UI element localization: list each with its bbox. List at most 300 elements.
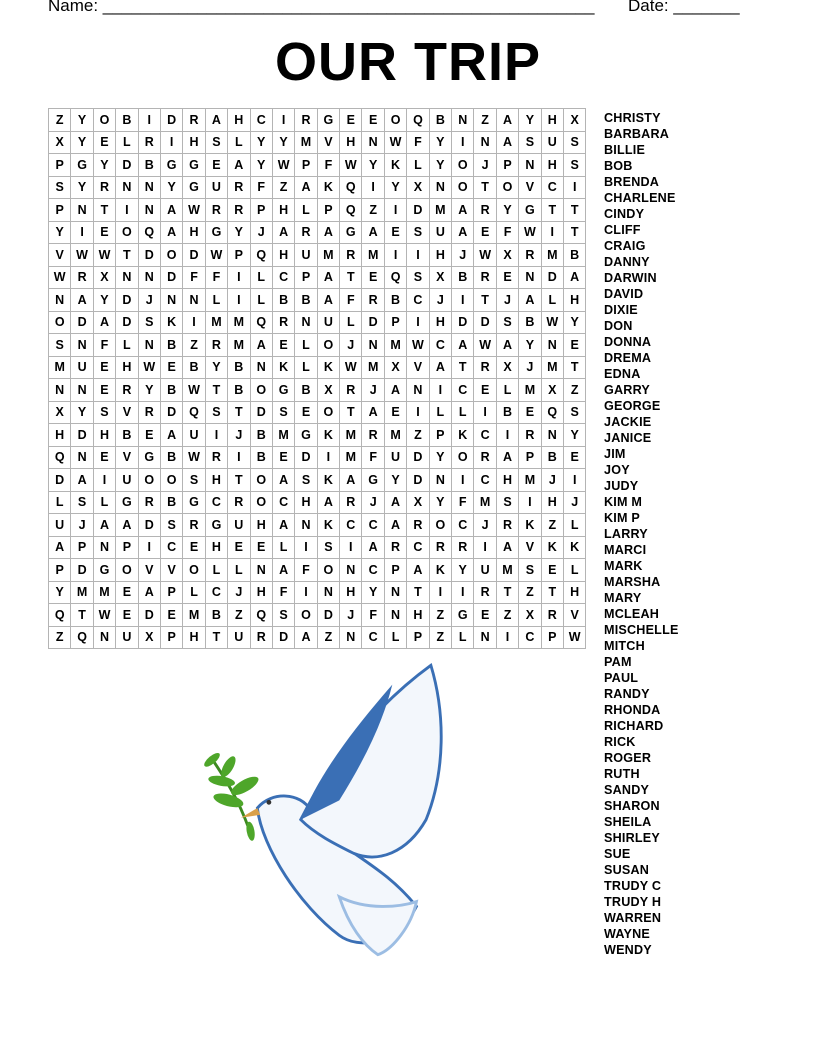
grid-cell: V: [116, 446, 138, 469]
grid-cell: I: [452, 289, 474, 312]
grid-cell: U: [116, 469, 138, 492]
word-list-item: DANNY: [604, 255, 650, 269]
grid-cell: T: [340, 401, 362, 424]
grid-cell: P: [160, 626, 182, 649]
grid-cell: V: [116, 401, 138, 424]
word-list-item: BARBARA: [604, 127, 670, 141]
grid-cell: B: [496, 401, 518, 424]
grid-cell: R: [205, 446, 227, 469]
grid-cell: B: [250, 446, 272, 469]
grid-cell: M: [228, 311, 250, 334]
grid-cell: T: [228, 401, 250, 424]
grid-cell: L: [49, 491, 71, 514]
grid-cell: C: [362, 559, 384, 582]
grid-cell: N: [71, 334, 93, 357]
grid-cell: A: [71, 469, 93, 492]
grid-cell: X: [519, 604, 541, 627]
grid-row: [49, 401, 586, 424]
grid-cell: A: [452, 221, 474, 244]
grid-cell: D: [160, 109, 182, 132]
grid-cell: N: [160, 289, 182, 312]
grid-cell: M: [49, 356, 71, 379]
grid-cell: F: [205, 266, 227, 289]
grid-cell: B: [160, 491, 182, 514]
grid-cell: T: [541, 581, 563, 604]
grid-cell: G: [71, 154, 93, 177]
grid-cell: M: [340, 424, 362, 447]
grid-cell: Q: [541, 401, 563, 424]
grid-cell: Y: [49, 581, 71, 604]
word-list-item: SHIRLEY: [604, 831, 660, 845]
grid-cell: B: [183, 356, 205, 379]
grid-cell: N: [384, 604, 406, 627]
grid-cell: M: [183, 604, 205, 627]
grid-cell: W: [407, 334, 429, 357]
grid-cell: Q: [384, 266, 406, 289]
grid-cell: L: [93, 491, 115, 514]
grid-cell: I: [295, 536, 317, 559]
grid-cell: P: [541, 626, 563, 649]
page-title: OUR TRIP: [274, 32, 541, 92]
grid-cell: D: [407, 469, 429, 492]
grid-cell: W: [541, 311, 563, 334]
grid-cell: B: [541, 446, 563, 469]
grid-cell: Z: [474, 109, 496, 132]
grid-cell: R: [272, 311, 294, 334]
grid-cell: N: [116, 266, 138, 289]
grid-cell: U: [116, 626, 138, 649]
grid-cell: S: [563, 401, 585, 424]
grid-cell: G: [116, 491, 138, 514]
grid-cell: R: [228, 176, 250, 199]
grid-cell: P: [407, 626, 429, 649]
grid-cell: C: [272, 491, 294, 514]
grid-cell: A: [384, 514, 406, 537]
word-list-item: WARREN: [604, 911, 662, 925]
grid-cell: I: [429, 379, 451, 402]
grid-cell: Y: [384, 469, 406, 492]
grid-cell: S: [49, 334, 71, 357]
grid-cell: M: [93, 581, 115, 604]
grid-cell: E: [183, 536, 205, 559]
grid-cell: L: [563, 559, 585, 582]
grid-cell: E: [563, 334, 585, 357]
grid-cell: W: [340, 356, 362, 379]
grid-cell: I: [407, 401, 429, 424]
grid-cell: J: [362, 491, 384, 514]
grid-cell: E: [496, 266, 518, 289]
grid-cell: B: [295, 379, 317, 402]
grid-cell: I: [496, 424, 518, 447]
grid-cell: M: [340, 446, 362, 469]
olive-branch-icon: [202, 751, 261, 842]
grid-cell: B: [160, 446, 182, 469]
grid-cell: K: [317, 356, 339, 379]
grid-cell: Z: [183, 334, 205, 357]
grid-cell: I: [407, 244, 429, 267]
grid-cell: H: [496, 469, 518, 492]
word-list-item: JIM: [604, 447, 626, 461]
grid-cell: H: [541, 109, 563, 132]
grid-cell: P: [116, 536, 138, 559]
grid-cell: A: [71, 289, 93, 312]
grid-cell: E: [474, 604, 496, 627]
grid-cell: W: [272, 154, 294, 177]
grid-cell: C: [541, 176, 563, 199]
grid-cell: X: [138, 626, 160, 649]
grid-cell: D: [138, 514, 160, 537]
grid-cell: H: [563, 581, 585, 604]
grid-cell: U: [474, 559, 496, 582]
grid-cell: M: [228, 334, 250, 357]
grid-cell: Y: [519, 109, 541, 132]
word-list-item: BOB: [604, 159, 633, 173]
grid-cell: M: [317, 244, 339, 267]
grid-cell: W: [519, 221, 541, 244]
grid-cell: O: [452, 446, 474, 469]
grid-cell: I: [71, 221, 93, 244]
grid-cell: Y: [71, 176, 93, 199]
grid-cell: J: [362, 379, 384, 402]
grid-cell: J: [563, 491, 585, 514]
word-list-item: SUE: [604, 847, 631, 861]
grid-cell: E: [519, 401, 541, 424]
grid-cell: Q: [407, 109, 429, 132]
grid-cell: T: [474, 289, 496, 312]
grid-cell: A: [496, 446, 518, 469]
grid-cell: T: [541, 199, 563, 222]
grid-cell: O: [93, 109, 115, 132]
grid-cell: X: [496, 356, 518, 379]
grid-cell: E: [362, 109, 384, 132]
grid-cell: R: [93, 176, 115, 199]
grid-cell: R: [183, 514, 205, 537]
grid-cell: S: [317, 536, 339, 559]
grid-cell: Y: [250, 154, 272, 177]
grid-cell: B: [563, 244, 585, 267]
grid-cell: Q: [340, 176, 362, 199]
grid-cell: J: [250, 221, 272, 244]
grid-cell: Y: [71, 131, 93, 154]
grid-cell: C: [407, 536, 429, 559]
grid-cell: B: [228, 356, 250, 379]
grid-cell: N: [519, 154, 541, 177]
grid-cell: P: [295, 266, 317, 289]
grid-cell: E: [93, 356, 115, 379]
grid-cell: I: [563, 469, 585, 492]
grid-cell: F: [317, 154, 339, 177]
grid-cell: L: [295, 356, 317, 379]
grid-cell: V: [49, 244, 71, 267]
word-list-item: JUDY: [604, 479, 639, 493]
grid-row: [49, 446, 586, 469]
word-list: [604, 110, 679, 958]
grid-cell: N: [250, 559, 272, 582]
grid-row: [49, 109, 586, 132]
grid-cell: R: [474, 199, 496, 222]
grid-cell: D: [295, 446, 317, 469]
word-list-item: MARK: [604, 559, 643, 573]
grid-cell: R: [340, 244, 362, 267]
grid-cell: W: [474, 244, 496, 267]
grid-cell: E: [160, 604, 182, 627]
grid-cell: D: [452, 311, 474, 334]
grid-cell: S: [205, 131, 227, 154]
grid-cell: Y: [429, 491, 451, 514]
grid-cell: H: [250, 514, 272, 537]
grid-cell: C: [474, 424, 496, 447]
grid-cell: N: [474, 131, 496, 154]
word-list-item: BILLIE: [604, 143, 646, 157]
grid-cell: R: [295, 109, 317, 132]
grid-cell: Y: [250, 131, 272, 154]
grid-cell: G: [183, 154, 205, 177]
grid-cell: N: [183, 289, 205, 312]
grid-cell: I: [452, 469, 474, 492]
grid-cell: M: [295, 131, 317, 154]
grid-row: [49, 559, 586, 582]
grid-row: [49, 356, 586, 379]
grid-cell: N: [362, 334, 384, 357]
grid-cell: K: [452, 424, 474, 447]
grid-cell: N: [71, 379, 93, 402]
grid-cell: R: [474, 581, 496, 604]
grid-cell: P: [384, 311, 406, 334]
grid-cell: W: [563, 626, 585, 649]
grid-cell: B: [519, 311, 541, 334]
grid-cell: I: [474, 401, 496, 424]
grid-cell: D: [407, 446, 429, 469]
grid-cell: Z: [407, 424, 429, 447]
grid-cell: N: [429, 469, 451, 492]
grid-cell: R: [362, 424, 384, 447]
grid-cell: E: [272, 446, 294, 469]
grid-cell: S: [138, 311, 160, 334]
grid-cell: L: [496, 379, 518, 402]
grid-cell: Y: [496, 199, 518, 222]
grid-cell: I: [116, 199, 138, 222]
grid-cell: U: [317, 311, 339, 334]
grid-cell: R: [228, 491, 250, 514]
grid-cell: L: [116, 334, 138, 357]
grid-cell: J: [452, 244, 474, 267]
grid-cell: G: [362, 469, 384, 492]
grid-cell: B: [160, 334, 182, 357]
grid-cell: W: [71, 244, 93, 267]
grid-cell: P: [71, 536, 93, 559]
grid-cell: T: [474, 176, 496, 199]
word-list-item: PAUL: [604, 671, 639, 685]
grid-cell: N: [295, 514, 317, 537]
grid-cell: G: [93, 559, 115, 582]
grid-cell: X: [93, 266, 115, 289]
grid-cell: D: [71, 424, 93, 447]
grid-cell: W: [183, 379, 205, 402]
grid-cell: N: [295, 311, 317, 334]
grid-cell: E: [93, 446, 115, 469]
grid-cell: C: [474, 469, 496, 492]
grid-cell: A: [362, 221, 384, 244]
grid-cell: L: [228, 559, 250, 582]
grid-cell: L: [429, 401, 451, 424]
grid-cell: R: [250, 626, 272, 649]
grid-cell: O: [429, 514, 451, 537]
grid-cell: L: [205, 289, 227, 312]
grid-cell: F: [295, 559, 317, 582]
grid-cell: E: [384, 401, 406, 424]
word-list-item: RUTH: [604, 767, 640, 781]
grid-cell: C: [452, 379, 474, 402]
grid-cell: Z: [228, 604, 250, 627]
word-list-item: DON: [604, 319, 633, 333]
grid-cell: X: [384, 356, 406, 379]
name-field-label: Name: ____________________________________________________: [48, 0, 595, 15]
grid-cell: A: [384, 491, 406, 514]
grid-cell: H: [93, 424, 115, 447]
grid-cell: E: [250, 536, 272, 559]
grid-cell: Y: [228, 221, 250, 244]
grid-cell: E: [474, 379, 496, 402]
grid-cell: A: [317, 289, 339, 312]
grid-cell: P: [317, 199, 339, 222]
grid-cell: K: [317, 176, 339, 199]
grid-cell: R: [295, 221, 317, 244]
grid-cell: E: [138, 424, 160, 447]
grid-cell: E: [93, 221, 115, 244]
grid-cell: I: [496, 626, 518, 649]
grid-cell: S: [71, 491, 93, 514]
word-list-item: SHEILA: [604, 815, 652, 829]
grid-cell: M: [474, 491, 496, 514]
grid-cell: W: [93, 244, 115, 267]
grid-cell: C: [429, 334, 451, 357]
grid-cell: P: [384, 559, 406, 582]
grid-cell: R: [519, 244, 541, 267]
grid-cell: A: [93, 311, 115, 334]
grid-cell: R: [429, 536, 451, 559]
word-list-item: DREMA: [604, 351, 652, 365]
grid-cell: M: [429, 199, 451, 222]
grid-cell: C: [407, 289, 429, 312]
grid-cell: A: [160, 424, 182, 447]
grid-cell: P: [519, 446, 541, 469]
grid-cell: L: [205, 559, 227, 582]
grid-cell: T: [340, 266, 362, 289]
grid-cell: A: [362, 401, 384, 424]
word-list-item: RANDY: [604, 687, 650, 701]
grid-cell: R: [205, 334, 227, 357]
grid-cell: R: [474, 266, 496, 289]
grid-cell: L: [183, 581, 205, 604]
grid-row: [49, 491, 586, 514]
grid-cell: S: [407, 221, 429, 244]
grid-cell: I: [541, 221, 563, 244]
grid-cell: T: [563, 356, 585, 379]
grid-cell: A: [496, 536, 518, 559]
grid-cell: W: [474, 334, 496, 357]
word-list-item: CHRISTY: [604, 111, 661, 125]
grid-cell: R: [138, 401, 160, 424]
grid-cell: Y: [71, 401, 93, 424]
grid-cell: G: [452, 604, 474, 627]
grid-cell: J: [429, 289, 451, 312]
grid-cell: A: [496, 109, 518, 132]
grid-cell: Z: [49, 109, 71, 132]
grid-cell: M: [272, 424, 294, 447]
grid-cell: G: [317, 109, 339, 132]
grid-cell: H: [563, 289, 585, 312]
grid-cell: Y: [362, 154, 384, 177]
word-search-grid: [48, 108, 586, 649]
grid-row: [49, 131, 586, 154]
grid-cell: O: [317, 334, 339, 357]
grid-cell: D: [272, 626, 294, 649]
grid-cell: B: [116, 424, 138, 447]
grid-cell: C: [272, 266, 294, 289]
grid-cell: O: [138, 469, 160, 492]
grid-cell: O: [160, 469, 182, 492]
grid-cell: F: [340, 289, 362, 312]
grid-cell: S: [519, 131, 541, 154]
grid-cell: L: [452, 401, 474, 424]
grid-cell: I: [228, 446, 250, 469]
grid-cell: E: [384, 221, 406, 244]
grid-cell: E: [340, 109, 362, 132]
grid-cell: N: [340, 559, 362, 582]
grid-cell: H: [205, 536, 227, 559]
grid-cell: Y: [563, 311, 585, 334]
grid-cell: A: [49, 536, 71, 559]
grid-cell: Y: [429, 131, 451, 154]
grid-cell: J: [519, 356, 541, 379]
grid-cell: U: [228, 514, 250, 537]
grid-row: [49, 176, 586, 199]
word-list-item: MARSHA: [604, 575, 661, 589]
grid-cell: N: [71, 446, 93, 469]
grid-cell: O: [295, 604, 317, 627]
grid-cell: B: [272, 289, 294, 312]
grid-cell: O: [452, 154, 474, 177]
grid-cell: V: [160, 559, 182, 582]
grid-cell: K: [272, 356, 294, 379]
grid-cell: M: [519, 469, 541, 492]
grid-cell: N: [407, 379, 429, 402]
grid-cell: E: [93, 379, 115, 402]
grid-cell: Z: [49, 626, 71, 649]
grid-cell: L: [250, 289, 272, 312]
grid-cell: I: [160, 131, 182, 154]
grid-cell: T: [563, 199, 585, 222]
grid-cell: P: [250, 199, 272, 222]
grid-cell: Y: [272, 131, 294, 154]
grid-cell: S: [183, 469, 205, 492]
grid-cell: U: [205, 176, 227, 199]
grid-cell: V: [138, 559, 160, 582]
grid-cell: R: [138, 131, 160, 154]
grid-cell: Y: [49, 221, 71, 244]
grid-cell: H: [272, 244, 294, 267]
grid-cell: X: [49, 131, 71, 154]
grid-cell: P: [228, 244, 250, 267]
grid-cell: A: [272, 469, 294, 492]
grid-row: [49, 514, 586, 537]
grid-cell: R: [496, 514, 518, 537]
grid-cell: D: [317, 604, 339, 627]
word-list-item: CINDY: [604, 207, 645, 221]
grid-cell: G: [183, 491, 205, 514]
grid-cell: O: [317, 401, 339, 424]
grid-cell: E: [295, 401, 317, 424]
